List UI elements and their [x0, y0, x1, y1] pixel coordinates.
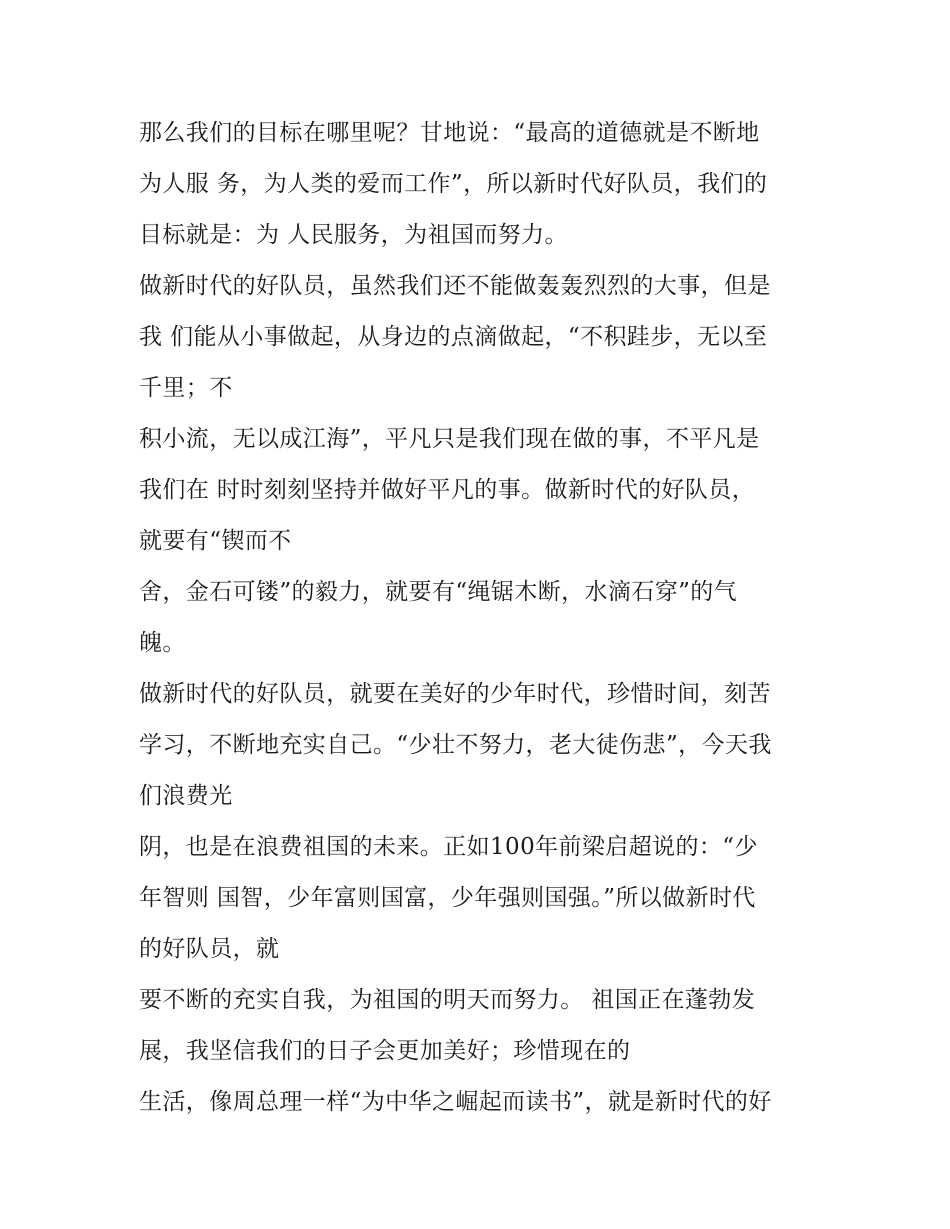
text-line: 生活，像周总理一样“为中华之崛起而读书”，就是新时代的好 [139, 1089, 772, 1115]
text-line: 为人服 务，为人类的爱而工作”，所以新时代好队员，我们的 [139, 171, 768, 197]
text-line: 千里；不 [139, 375, 233, 401]
text-line: 魄。 [139, 630, 186, 656]
text-line: 我 们能从小事做起，从身边的点滴做起，“不积跬步，无以至 [139, 324, 768, 350]
text-line: 展，我坚信我们的日子会更加美好；珍惜现在的 [139, 1038, 631, 1064]
text-line: 就要有“锲而不 [139, 528, 292, 554]
text-line: 阴，也是在浪费祖国的未来。正如100年前梁启超说的：“少 [139, 834, 758, 860]
text-line: 要不断的充实自我，为祖国的明天而努力。 祖国正在蓬勃发 [139, 987, 756, 1013]
text-line: 的好队员，就 [139, 936, 280, 962]
text-line: 做新时代的好队员，就要在美好的少年时代，珍惜时间，刻苦 [139, 681, 771, 707]
text-line: 目标就是：为 人民服务，为祖国而努力。 [139, 222, 568, 248]
text-line: 积小流，无以成江海”，平凡只是我们现在做的事，不平凡是 [139, 426, 760, 452]
text-line: 那么我们的目标在哪里呢？甘地说：“最高的道德就是不断地 [139, 120, 760, 146]
text-line: 们浪费光 [139, 783, 233, 809]
text-line: 年智则 国智，少年富则国富，少年强则国强。”所以做新时代 [139, 885, 756, 911]
body-text [139, 108, 839, 1128]
text-line: 学习，不断地充实自己。“少壮不努力，老大徒伤悲”，今天我 [139, 732, 772, 758]
text-line: 我们在 时时刻刻坚持并做好平凡的事。做新时代的好队员， [139, 477, 756, 503]
text-line: 舍，金石可镂”的毅力，就要有“绳锯木断，水滴石穿”的气 [139, 579, 738, 605]
text-line: 做新时代的好队员，虽然我们还不能做轰轰烈烈的大事，但是 [139, 273, 771, 299]
